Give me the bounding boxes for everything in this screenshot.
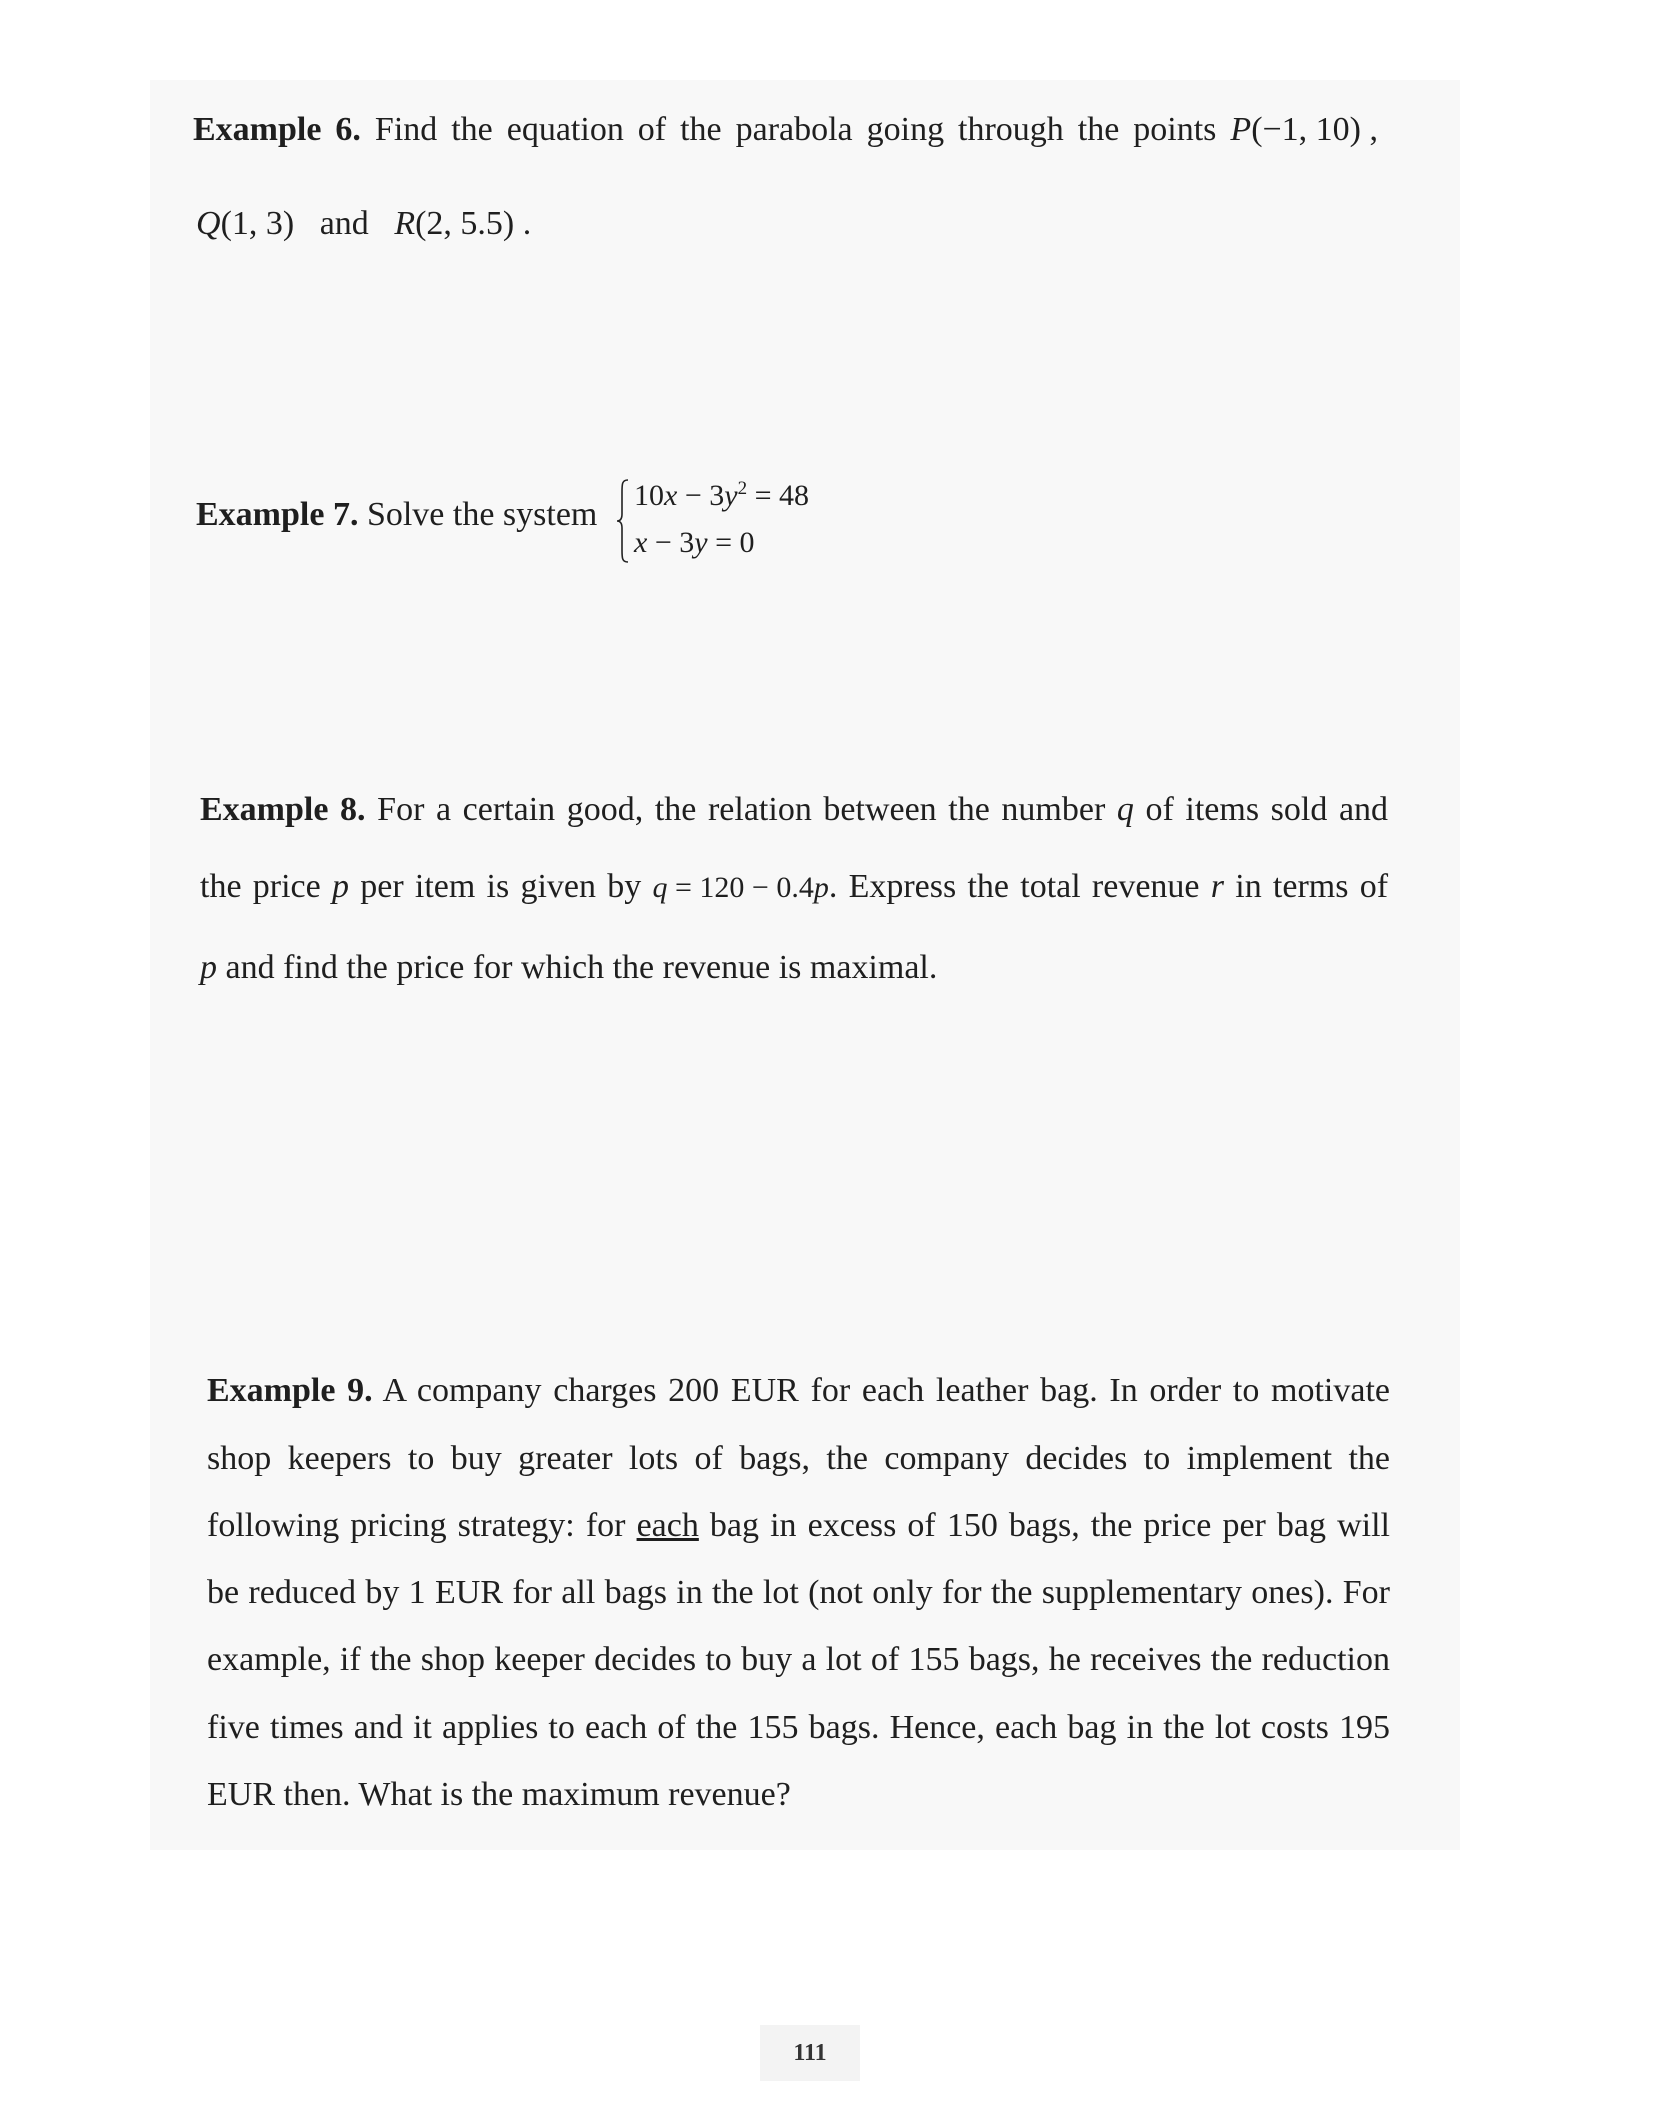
- example-9-line-2: [207, 1441, 1390, 1477]
- example-8-line-3: [200, 950, 937, 986]
- example-7-line: [196, 497, 597, 533]
- example-9-text-5: example, if the shop keeper decides to buy a lot of 155 bags, he receives the reduction: [207, 1641, 1390, 1678]
- example-8-text-2d: in terms of: [1235, 868, 1389, 905]
- example-9-line-5: [207, 1642, 1390, 1678]
- example-9-line-7: [207, 1777, 791, 1813]
- point-r-coords: (2, 5.5) .: [415, 205, 532, 242]
- system-equation-1: [634, 478, 809, 513]
- eq2-rhs: = 0: [707, 526, 755, 559]
- eq1-rhs: = 48: [747, 479, 809, 512]
- example-9-text-4: be reduced by 1 EUR for all bags in the lot (not only for the supplementary ones). For: [207, 1574, 1390, 1611]
- eq1-var-x: x: [664, 479, 678, 512]
- example-8-text-2c: . Express the total revenue: [828, 868, 1200, 905]
- example-8-line-2: [200, 869, 1388, 906]
- example-9-line-6: [207, 1710, 1390, 1746]
- example-6-label: Example 6.: [193, 111, 361, 148]
- example-9-line-1: [207, 1373, 1390, 1409]
- point-q-letter: Q: [196, 205, 221, 242]
- example-9-text-6: five times and it applies to each of the 155 bags. Hence, each bag in the lot costs 195: [207, 1709, 1390, 1746]
- eq1-var-y: y: [724, 479, 738, 512]
- and-word: and: [319, 205, 369, 242]
- eq2-var-y: y: [694, 526, 708, 559]
- system-brace-icon: [616, 478, 630, 564]
- example-9-label: Example 9.: [207, 1372, 373, 1409]
- system-equation-2: [634, 526, 755, 560]
- example-8-text-2b: per item is given by: [360, 868, 642, 905]
- point-q-coords: (1, 3): [220, 205, 295, 242]
- var-r: r: [1210, 868, 1224, 905]
- example-8-text-1b: of items sold and: [1145, 791, 1389, 828]
- example-8-line-1: [200, 792, 1388, 828]
- example-7-label: Example 7.: [196, 496, 359, 533]
- demand-equation: [653, 870, 829, 906]
- point-p-coords: (−1, 10) ,: [1251, 111, 1379, 148]
- var-p: p: [331, 868, 349, 905]
- eq-var-p: p: [813, 871, 829, 904]
- eq1-exponent: 2: [737, 478, 748, 499]
- example-9-underlined-each: each: [636, 1507, 699, 1544]
- example-6-line-2: [196, 206, 531, 242]
- example-9-line-4: [207, 1575, 1390, 1611]
- eq-rhs: = 120 − 0.4: [667, 871, 814, 904]
- eq2-var-x: x: [634, 526, 648, 559]
- example-9-line-3: [207, 1508, 1390, 1544]
- var-p-2: p: [200, 949, 217, 986]
- example-9-text-3b: bag in excess of 150 bags, the price per bag will: [709, 1507, 1390, 1544]
- example-8-text-3: and find the price for which the revenue is maximal.: [225, 949, 938, 986]
- example-9-text-3a: following pricing strategy: for: [207, 1507, 626, 1544]
- point-p-letter: P: [1230, 111, 1252, 148]
- page-number: 111: [760, 2025, 860, 2081]
- var-q: q: [1116, 791, 1134, 828]
- eq1-coef: 10: [634, 479, 664, 512]
- example-9-text-7: EUR then. What is the maximum revenue?: [207, 1776, 791, 1813]
- example-9-text-2: shop keepers to buy greater lots of bags, the company decides to implement the: [207, 1440, 1390, 1477]
- example-6-line-1: [193, 112, 1378, 148]
- example-8-label: Example 8.: [200, 791, 366, 828]
- eq1-minus: − 3: [677, 479, 725, 512]
- example-9-text-1: A company charges 200 EUR for each leather bag. In order to motivate: [382, 1372, 1391, 1409]
- example-8-text-1a: For a certain good, the relation between the number: [377, 791, 1106, 828]
- example-6-text: Find the equation of the parabola going through the points: [374, 111, 1217, 148]
- eq-var-q: q: [652, 871, 668, 904]
- eq2-minus: − 3: [647, 526, 695, 559]
- example-8-text-2a: the price: [200, 868, 321, 905]
- example-7-text: Solve the system: [366, 496, 598, 533]
- point-r-letter: R: [394, 205, 416, 242]
